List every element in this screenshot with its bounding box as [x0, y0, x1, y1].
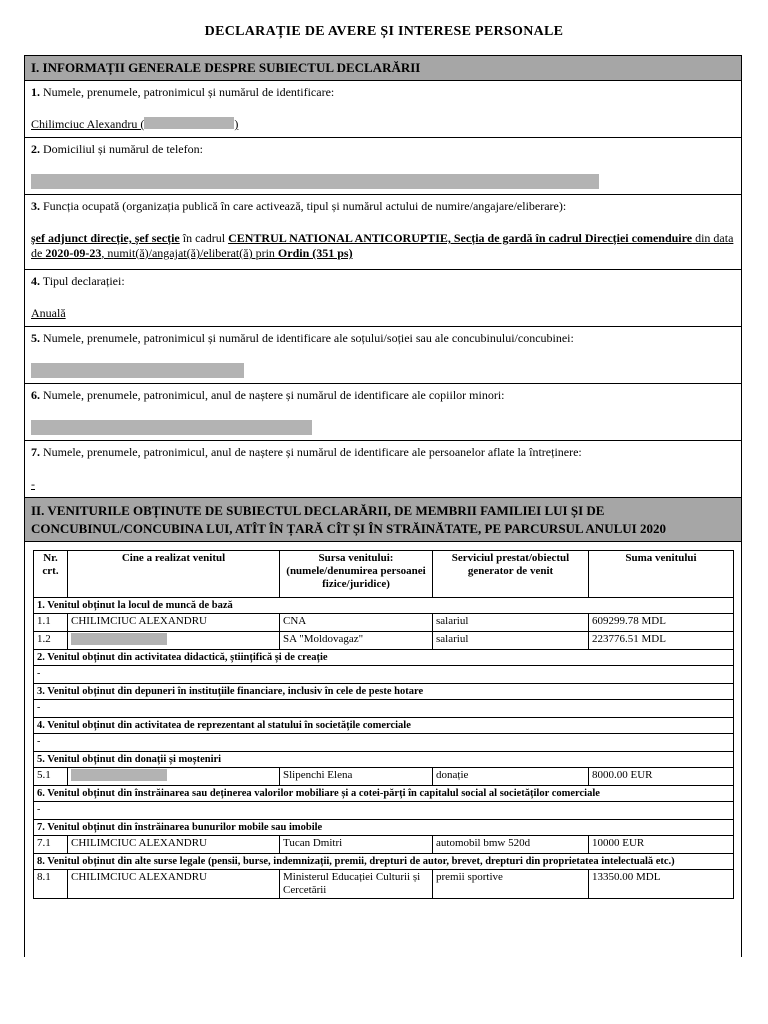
income-category-title: 7. Venitul obținut din înstrăinarea bunurilor mobile sau imobile — [34, 820, 734, 836]
field-label: Tipul declarației: — [42, 274, 125, 288]
field-number: 4. — [31, 274, 40, 288]
income-nr: 1.2 — [34, 632, 68, 650]
field-label: Numele, prenumele, patronimicul și numărul de identificare: — [43, 85, 335, 99]
income-source: CNA — [280, 614, 433, 632]
income-who — [68, 632, 280, 650]
income-empty-row — [34, 700, 734, 718]
income-sum: 609299.78 MDL — [589, 614, 734, 632]
field-declaration-type — [25, 270, 741, 327]
income-row — [34, 870, 734, 899]
field-number: 2. — [31, 142, 40, 156]
income-category-row — [34, 752, 734, 768]
income-sum: 223776.51 MDL — [589, 632, 734, 650]
income-sum: 10000 EUR — [589, 836, 734, 854]
document-title: DECLARAȚIE DE AVERE ȘI INTERESE PERSONALE — [204, 24, 564, 39]
income-category-title: 1. Venitul obținut la locul de muncă de bază — [34, 598, 734, 614]
position-act: Ordin (351 ps) — [277, 246, 353, 260]
income-category-row — [34, 854, 734, 870]
column-header: Serviciul prestat/obiectul generator de venit — [433, 551, 589, 598]
income-nr: 5.1 — [34, 768, 68, 786]
income-nr: 8.1 — [34, 870, 68, 899]
income-source: Slipenchi Elena — [280, 768, 433, 786]
income-who: CHILIMCIUC ALEXANDRU — [68, 836, 280, 854]
income-table-header — [34, 551, 734, 598]
redacted-block — [31, 174, 599, 189]
declaration-type-value: Anuală — [31, 306, 66, 320]
field-number: 5. — [31, 331, 40, 345]
field-children — [25, 384, 741, 441]
income-empty-row — [34, 802, 734, 820]
redacted-block — [144, 117, 234, 129]
income-row — [34, 632, 734, 650]
text-connector: din data de — [31, 231, 734, 260]
column-header: Sursa venitului: (numele/denumirea persoanei fizice/juridice) — [280, 551, 433, 598]
field-label: Funcția ocupată (organizația publică în care activează, tipul și numărul actului de numire/angajare/eliberare): — [43, 199, 567, 213]
position-value — [31, 231, 735, 261]
text-connector: , numit(ă)/angajat(ă)/eliberat(ă) prin — [101, 246, 278, 260]
income-sum: 8000.00 EUR — [589, 768, 734, 786]
income-row — [34, 614, 734, 632]
redacted-block — [71, 769, 167, 781]
position-date: 2020-09-23 — [45, 246, 102, 260]
column-header: Cine a realizat venitul — [68, 551, 280, 598]
income-category-title: 8. Venitul obținut din alte surse legale (pensii, burse, indemnizații, premii, drepturi de autor, brevet, drepturi din proprietatea intelectuală etc.) — [34, 854, 734, 870]
income-empty-value: - — [34, 734, 734, 752]
field-spouse — [25, 327, 741, 384]
income-category-title: 2. Venitul obținut din activitatea didactică, științifică și de creație — [34, 650, 734, 666]
income-row — [34, 768, 734, 786]
field-dependents — [25, 441, 741, 498]
field-label: Numele, prenumele, patronimicul, anul de naștere și numărul de identificare ale copiilor minori: — [43, 388, 505, 402]
redacted-block — [31, 363, 244, 378]
subject-name: Chilimciuc Alexandru ( — [31, 117, 145, 131]
income-category-title: 4. Venitul obținut din activitatea de reprezentant al statului în societățile comerciale — [34, 718, 734, 734]
income-category-title: 3. Venitul obținut din depuneri în instituțiile financiare, inclusiv în cele de peste hotare — [34, 684, 734, 700]
redacted-block — [71, 633, 167, 645]
income-who: CHILIMCIUC ALEXANDRU — [68, 870, 280, 899]
position-organization: CENTRUL NATIONAL ANTICORUPTIE, Secția de gardă în cadrul Direcției comenduire — [228, 231, 693, 245]
income-sum: 13350.00 MDL — [589, 870, 734, 899]
field-number: 6. — [31, 388, 40, 402]
text-connector: în cadrul — [179, 231, 229, 245]
income-service: salariul — [433, 632, 589, 650]
income-who: CHILIMCIUC ALEXANDRU — [68, 614, 280, 632]
field-label: Numele, prenumele, patronimicul, anul de naștere și numărul de identificare ale persoanelor aflate la întreținere: — [43, 445, 582, 459]
field-name-id — [25, 81, 741, 138]
field-position — [25, 195, 741, 270]
income-category-title: 5. Venitul obținut din donații și moșteniri — [34, 752, 734, 768]
income-category-row — [34, 684, 734, 700]
column-header: Nr. crt. — [34, 551, 68, 598]
field-label: Numele, prenumele, patronimicul și numărul de identificare ale soțului/soției sau ale concubinului/concubinei: — [43, 331, 574, 345]
section-2-heading: II. VENITURILE OBȚINUTE DE SUBIECTUL DECLARĂRII, DE MEMBRII FAMILIEI LUI ȘI DE CONCUBINUL/CONCUBINA LUI, ATÎT ÎN ȚARĂ CÎT ȘI ÎN STRĂINĂTATE, PE PARCURSUL ANULUI 2020 — [25, 498, 741, 542]
income-empty-value: - — [34, 802, 734, 820]
section-1-heading: I. INFORMAȚII GENERALE DESPRE SUBIECTUL DECLARĂRII — [25, 56, 741, 81]
income-section — [25, 542, 741, 957]
income-service: premii sportive — [433, 870, 589, 899]
income-category-row — [34, 786, 734, 802]
income-nr: 7.1 — [34, 836, 68, 854]
income-service: salariul — [433, 614, 589, 632]
column-header: Suma venitului — [589, 551, 734, 598]
field-address-phone — [25, 138, 741, 195]
position-role: șef adjunct direcție, șef secție — [31, 231, 180, 245]
field-number: 7. — [31, 445, 40, 459]
income-who — [68, 768, 280, 786]
income-empty-value: - — [34, 666, 734, 684]
income-source: Ministerul Educației Culturii și Cercetării — [280, 870, 433, 899]
field-label: Domiciliul și numărul de telefon: — [43, 142, 203, 156]
income-source: Tucan Dmitri — [280, 836, 433, 854]
income-empty-value: - — [34, 700, 734, 718]
income-row — [34, 836, 734, 854]
income-category-title: 6. Venitul obținut din înstrăinarea sau deținerea valorilor mobiliare și a cotei-părți în capitalul social al societăților comerciale — [34, 786, 734, 802]
income-service: automobil bmw 520d — [433, 836, 589, 854]
field-number: 1. — [31, 85, 40, 99]
income-nr: 1.1 — [34, 614, 68, 632]
income-table — [33, 550, 734, 899]
income-empty-row — [34, 734, 734, 752]
income-empty-row — [34, 666, 734, 684]
field-number: 3. — [31, 199, 40, 213]
income-category-row — [34, 820, 734, 836]
income-source: SA "Moldovagaz" — [280, 632, 433, 650]
redacted-block — [31, 420, 312, 435]
income-category-row — [34, 718, 734, 734]
income-category-row — [34, 598, 734, 614]
value-suffix: ) — [234, 117, 239, 131]
declaration-form — [24, 55, 742, 957]
income-service: donație — [433, 768, 589, 786]
income-category-row — [34, 650, 734, 666]
field-value — [31, 117, 238, 132]
income-table-body — [34, 598, 734, 899]
dependents-value: - — [31, 477, 35, 491]
